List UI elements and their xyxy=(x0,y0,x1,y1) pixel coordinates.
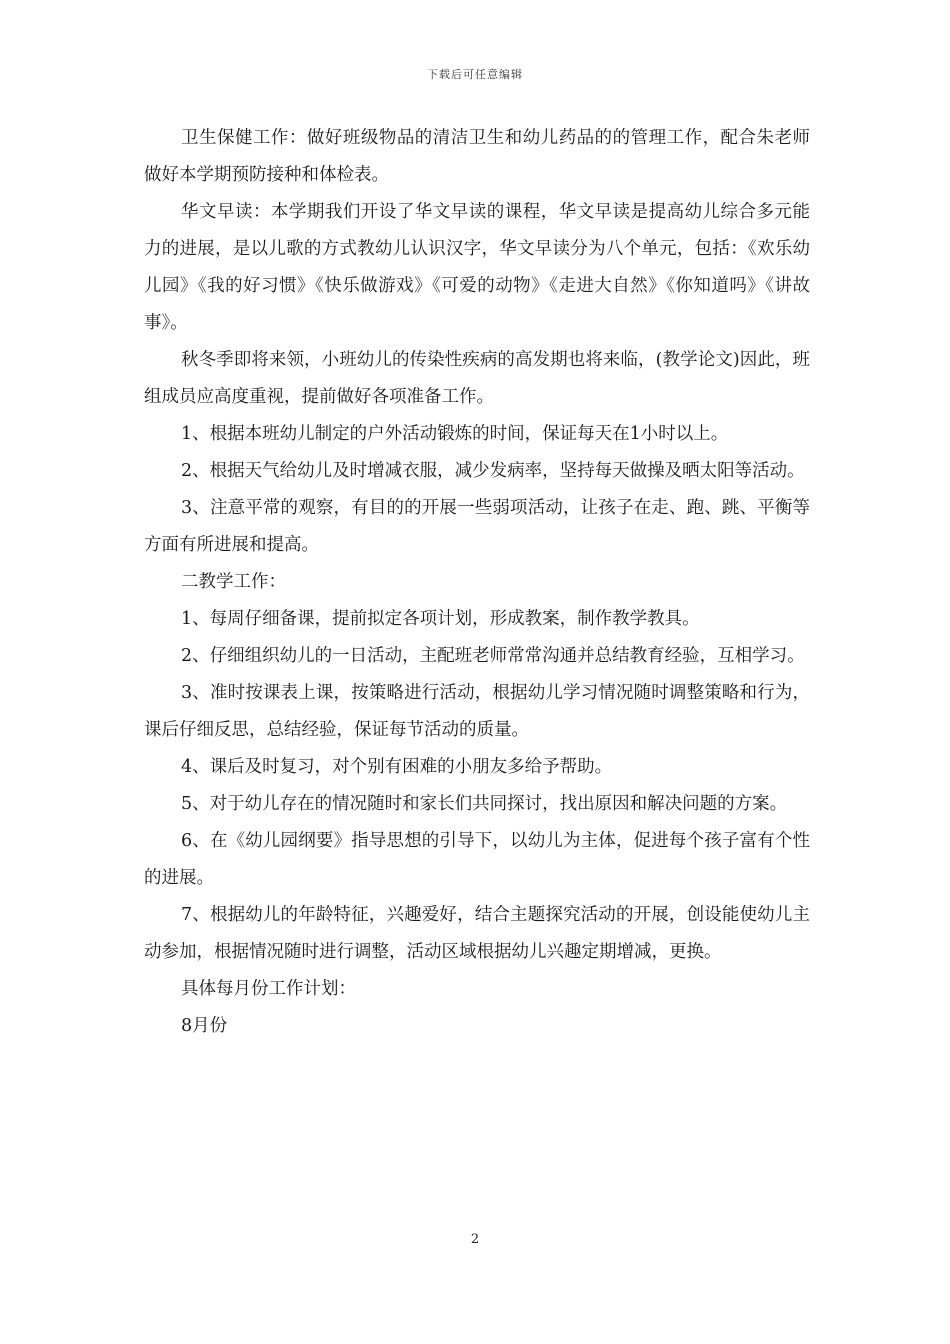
list-item-health-2: 2、根据天气给幼儿及时增减衣服，减少发病率，坚持每天做操及晒太阳等活动。 xyxy=(181,461,805,481)
page-number: 2 xyxy=(470,1232,480,1247)
section-heading-monthly-plan: 具体每月份工作计划： xyxy=(181,979,356,999)
list-item-teaching-5: 5、对于幼儿存在的情况随时和家长们共同探讨，找出原因和解决问题的方案。 xyxy=(181,794,788,814)
paragraph-health-care: 卫生保健工作：做好班级物品的清洁卫生和幼儿药品的的管理工作，配合朱老师做好本学期预防接种和体检表。 xyxy=(144,128,810,185)
paragraph-autumn-winter: 秋冬季即将来领，小班幼儿的传染性疾病的高发期也将来临，(教学论文)因此，班组成员应高度重视，提前做好各项准备工作。 xyxy=(144,350,810,407)
paragraph-morning-reading: 华文早读：本学期我们开设了华文早读的课程，华文早读是提高幼儿综合多元能力的进展，是以儿歌的方式教幼儿认识汉字，华文早读分为八个单元，包括：《欢乐幼儿园》《我的好习惯》《快乐做游戏》《可爱的动物》《走进大自然》《你知道吗》《讲故事》。 xyxy=(144,202,810,333)
list-item-teaching-6: 6、在《幼儿园纲要》指导思想的引导下，以幼儿为主体，促进每个孩子富有个性的进展。 xyxy=(144,831,810,888)
list-item-teaching-2: 2、仔细组织幼儿的一日活动，主配班老师常常沟通并总结教育经验，互相学习。 xyxy=(181,646,805,666)
section-heading-teaching: 二教学工作： xyxy=(181,572,286,592)
list-item-health-3: 3、注意平常的观察，有目的的开展一些弱项活动，让孩子在走、跑、跳、平衡等方面有所进展和提高。 xyxy=(144,498,810,555)
list-item-teaching-1: 1、每周仔细备课，提前拟定各项计划，形成教案，制作教学教具。 xyxy=(181,609,700,629)
list-item-teaching-3: 3、准时按课表上课，按策略进行活动，根据幼儿学习情况随时调整策略和行为，课后仔细反思，总结经验，保证每节活动的质量。 xyxy=(144,683,810,740)
list-item-health-1: 1、根据本班幼儿制定的户外活动锻炼的时间，保证每天在1小时以上。 xyxy=(181,424,729,444)
document-body xyxy=(144,120,810,1045)
list-item-teaching-4: 4、课后及时复习，对个别有困难的小朋友多给予帮助。 xyxy=(181,757,613,777)
list-item-teaching-7: 7、根据幼儿的年龄特征，兴趣爱好，结合主题探究活动的开展，创设能使幼儿主动参加，根据情况随时进行调整，活动区域根据幼儿兴趣定期增减，更换。 xyxy=(144,905,810,962)
month-heading: 8月份 xyxy=(181,1016,228,1036)
page-header: 下载后可任意编辑 xyxy=(427,68,523,81)
